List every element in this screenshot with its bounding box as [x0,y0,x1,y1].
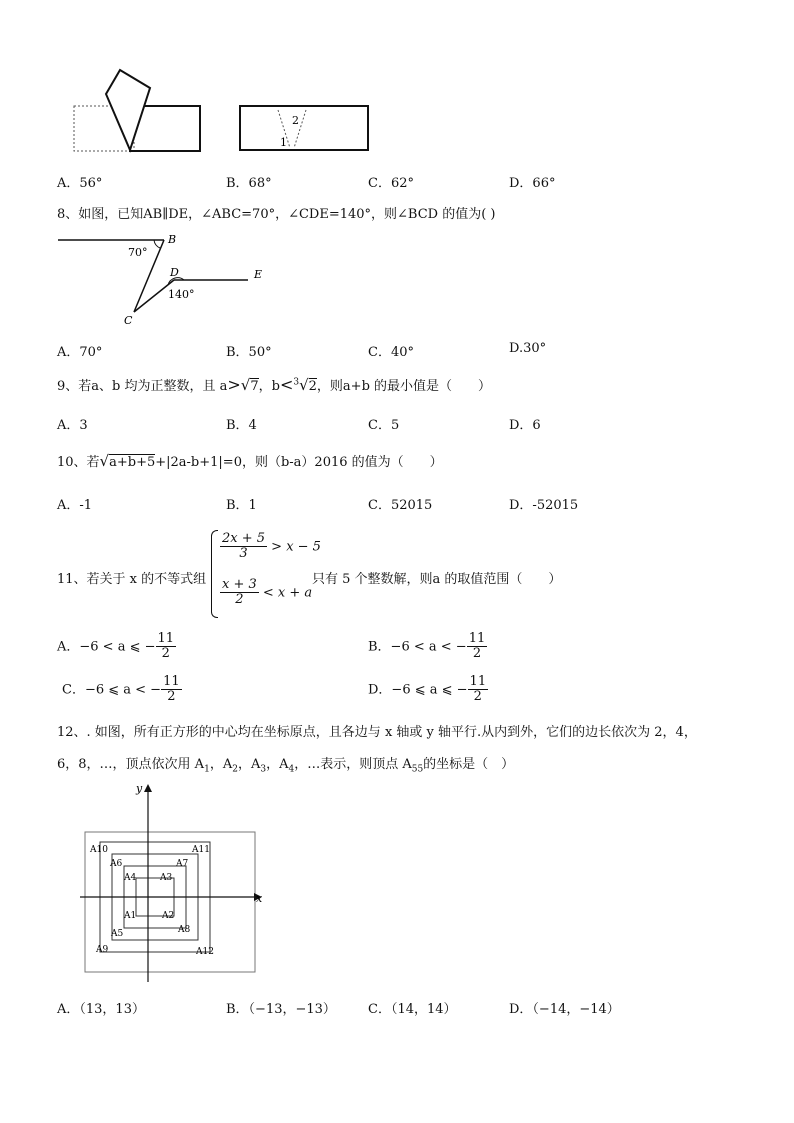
q11-option-a: A．−6 < a ⩽ − $\frac{11}{2}$ [57,631,175,662]
y-axis-label: y [136,782,143,795]
vertex-a8-label: A8 [178,925,191,935]
q8-option-b: B．50° [226,345,272,360]
angle-2-label: 2 [292,114,299,127]
inequality-2: $\frac{x + 3}{2}$ < x + a [222,577,313,608]
vertex-a9-label: A9 [96,945,109,955]
q11-option-d: D．−6 ⩽ a ⩽ − $\frac{11}{2}$ [368,674,487,705]
q10-option-c: C．52015 [368,498,433,513]
x-axis-label: x [256,892,263,905]
q9-stem: 9、若a、b 均为正整数，且 a>√7，b<$^3$√2，则a+b 的最小值是（ ） [57,375,492,394]
vertex-a1-label: A1 [124,911,137,921]
q12-option-c: C．（14，14） [368,1002,457,1017]
point-c-label: C [124,314,133,327]
q7-option-a: A．56° [57,176,103,191]
point-d-label: D [170,266,179,279]
angle-1-label: 1 [280,136,287,149]
vertex-a6-label: A6 [110,859,123,869]
vertex-a10-label: A10 [90,845,108,855]
q12-option-d: D．（−14，−14） [509,1002,620,1017]
fold-figure-left [68,66,208,158]
q10-option-b: B．1 [226,498,257,513]
q12-option-b: B．（−13，−13） [226,1002,336,1017]
q8-stem: 8、如图，已知AB∥DE，∠ABC=70°，∠CDE=140°，则∠BCD 的值为( ) [57,207,496,222]
vertex-a3-label: A3 [160,873,173,883]
q12-option-a: A．（13，13） [57,1002,145,1017]
angle-140-label: 140° [168,288,195,301]
point-b-label: B [168,233,177,246]
q11-stem-a: 11、若关于 x 的不等式组 [57,572,207,587]
q8-option-d: D.30° [509,341,547,356]
vertex-a11-label: A11 [192,845,210,855]
q9-option-c: C．5 [368,418,400,433]
q9-option-b: B．4 [226,418,257,433]
vertex-a5-label: A5 [111,929,124,939]
q9-option-d: D．6 [509,418,541,433]
q11-option-c: C．−6 ⩽ a < − $\frac{11}{2}$ [62,674,180,705]
fold-figure-right [238,104,374,154]
vertex-a7-label: A7 [176,859,189,869]
q10-option-d: D．-52015 [509,498,579,513]
q8-option-c: C．40° [368,345,414,360]
q12-stem-line1: 12、. 如图，所有正方形的中心均在坐标原点，且各边与 x 轴或 y 轴平行.从内到外，它们的边长依次为 2，4， [57,725,697,740]
vertex-a12-label: A12 [196,947,214,957]
q10-option-a: A．-1 [57,498,93,513]
angle-70-label: 70° [128,246,148,259]
q12-stem-line2: 6，8，…，顶点依次用 $A_1$，$A_2$，$A_3$，$A_4$，…表示，则顶点 $A_{55}$的坐标是（ ） [57,757,515,775]
q9-option-a: A．3 [57,418,88,433]
q10-stem: 10、若√a+b+5+|2a-b+1|=0，则（b-a）2016 的值为（ ） [57,452,443,470]
q11-option-b: B．−6 < a < − $\frac{11}{2}$ [368,631,486,662]
vertex-a2-label: A2 [162,911,175,921]
q12-squares-figure [80,780,266,986]
q7-option-c: C．62° [368,176,414,191]
point-e-label: E [254,268,263,281]
q8-option-a: A．70° [57,345,103,360]
vertex-a4-label: A4 [124,873,137,883]
q8-figure [56,230,268,328]
q7-option-d: D．66° [509,176,556,191]
system-brace [211,530,218,618]
q11-stem-b: 只有 5 个整数解，则a 的取值范围（ ） [312,572,562,587]
inequality-1: $\frac{2x + 5}{3}$ > x − 5 [222,531,321,562]
q7-option-b: B．68° [226,176,272,191]
